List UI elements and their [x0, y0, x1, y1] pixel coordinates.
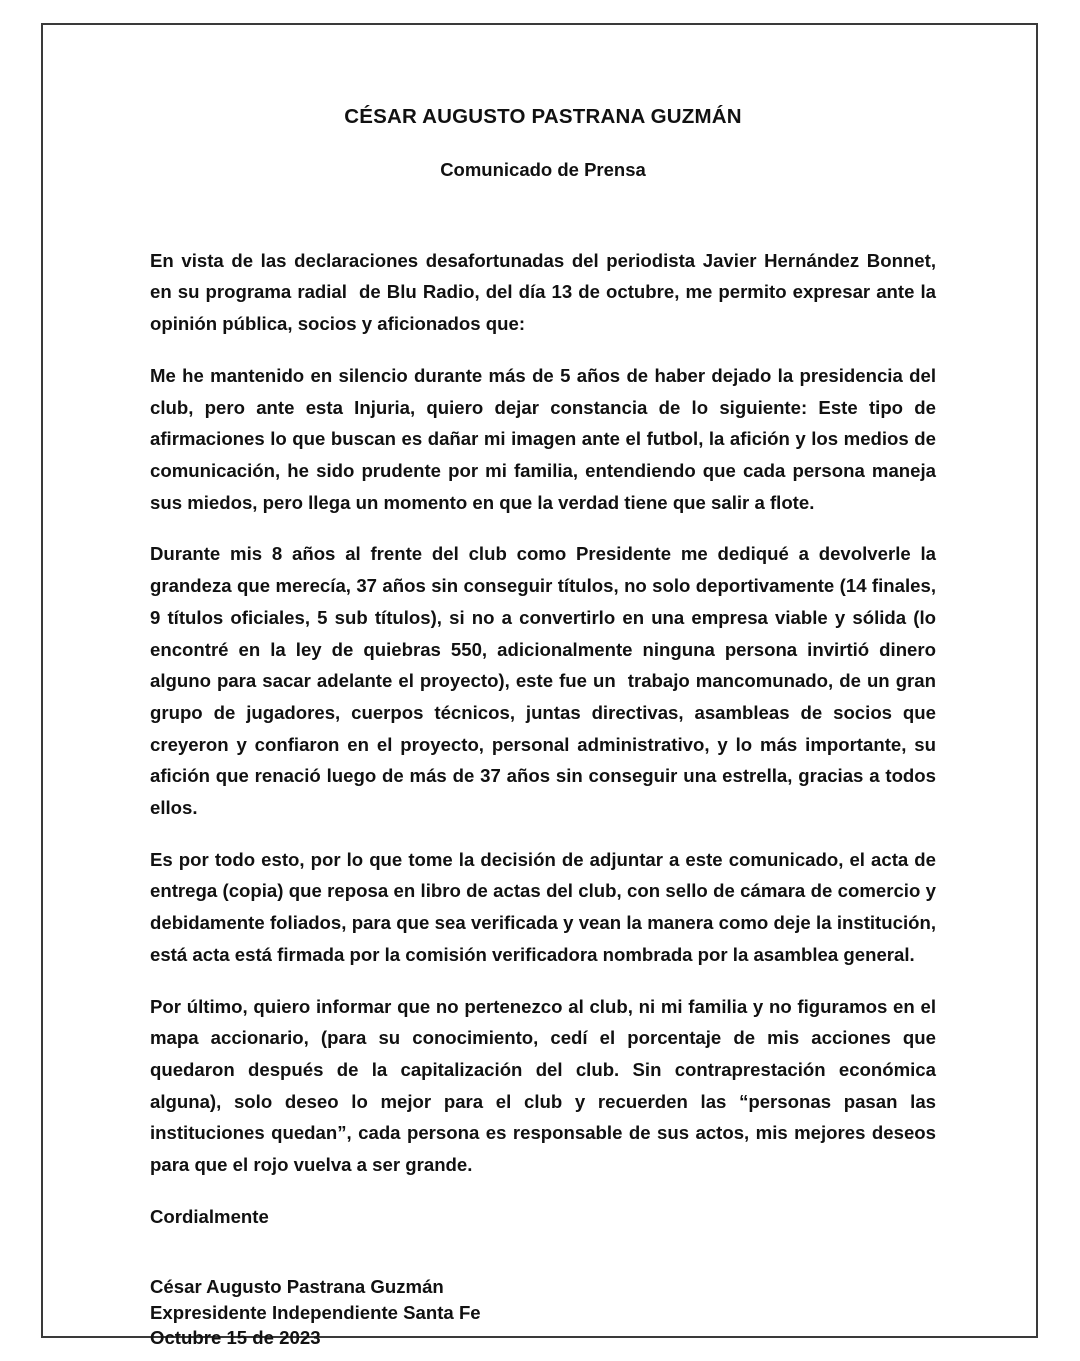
document-body [150, 245, 942, 1351]
signature-block [150, 1274, 936, 1351]
page-subtitle: Comunicado de Prensa [440, 158, 646, 180]
body-paragraph-5: Por último, quiero informar que no pertenezco al club, ni mi familia y no figuramos en el mapa accionario, (para su conocimiento, cedí el porcentaje de mis acciones que quedaron después de la capitalización del club. Sin contraprestación económica alguna), solo deseo lo mejor para el club y recuerden las “personas pasan las instituciones quedan”, cada persona es responsable de sus actos, mis mejores deseos para que el rojo vuelva a ser grande. [150, 995, 942, 1176]
document-content [150, 105, 942, 1351]
body-paragraph-2: Me he mantenido en silencio durante más de 5 años de haber dejado la presidencia del club, pero ante esta Injuria, quiero dejar constancia de lo siguiente: Este tipo de afirmaciones lo que buscan es dañar mi imagen ante el futbol, la afición y los medios de comunicación, he sido prudente por mi familia, entendiendo que cada persona maneja sus miedos, pero llega un momento en que la verdad tiene que salir a flote. [150, 364, 942, 513]
document-page-frame [41, 23, 1038, 1349]
body-paragraph-4: Es por todo esto, por lo que tome la decisión de adjuntar a este comunicado, el acta de entrega (copia) que reposa en libro de actas del club, con sello de cámara de comercio y debidamente foliados, para que sea verificada y vean la manera como deje la institución, está acta está firmada por la comisión verificadora nombrada por la asamblea general. [150, 848, 942, 965]
body-paragraph-1: En vista de las declaraciones desafortunadas del periodista Javier Hernández Bonnet, en su programa radial de Blu Radio, del día 13 de octubre, me permito expresar ante la opinión pública, socios y aficionados que: [150, 249, 942, 335]
signature-date: Octubre 15 de 2023 [150, 1327, 321, 1349]
body-paragraph-3: Durante mis 8 años al frente del club como Presidente me dediqué a devolverle la grandeza que merecía, 37 años sin conseguir títulos, no solo deportivamente (14 finales, 9 títulos oficiales, 5 sub títulos), si no a convertirlo en una empresa viable y sólida (lo encontré en la ley de quiebras 550, adicionalmente ninguna persona invirtió dinero alguno para sacar adelante el proyecto), este fue un trabajo mancomunado, de un gran grupo de jugadores, cuerpos técnicos, juntas directivas, asambleas de socios que creyeron y confiaron en el proyecto, personal administrativo, y lo más importante, su afición que renació luego de más de 37 años sin conseguir una estrella, gracias a todos ellos. [150, 543, 942, 819]
signature-role: Expresidente Independiente Santa Fe [150, 1301, 481, 1323]
page-title: CÉSAR AUGUSTO PASTRANA GUZMÁN [344, 105, 742, 128]
signature-name: César Augusto Pastrana Guzmán [150, 1276, 444, 1298]
closing-salutation: Cordialmente [150, 1205, 269, 1227]
